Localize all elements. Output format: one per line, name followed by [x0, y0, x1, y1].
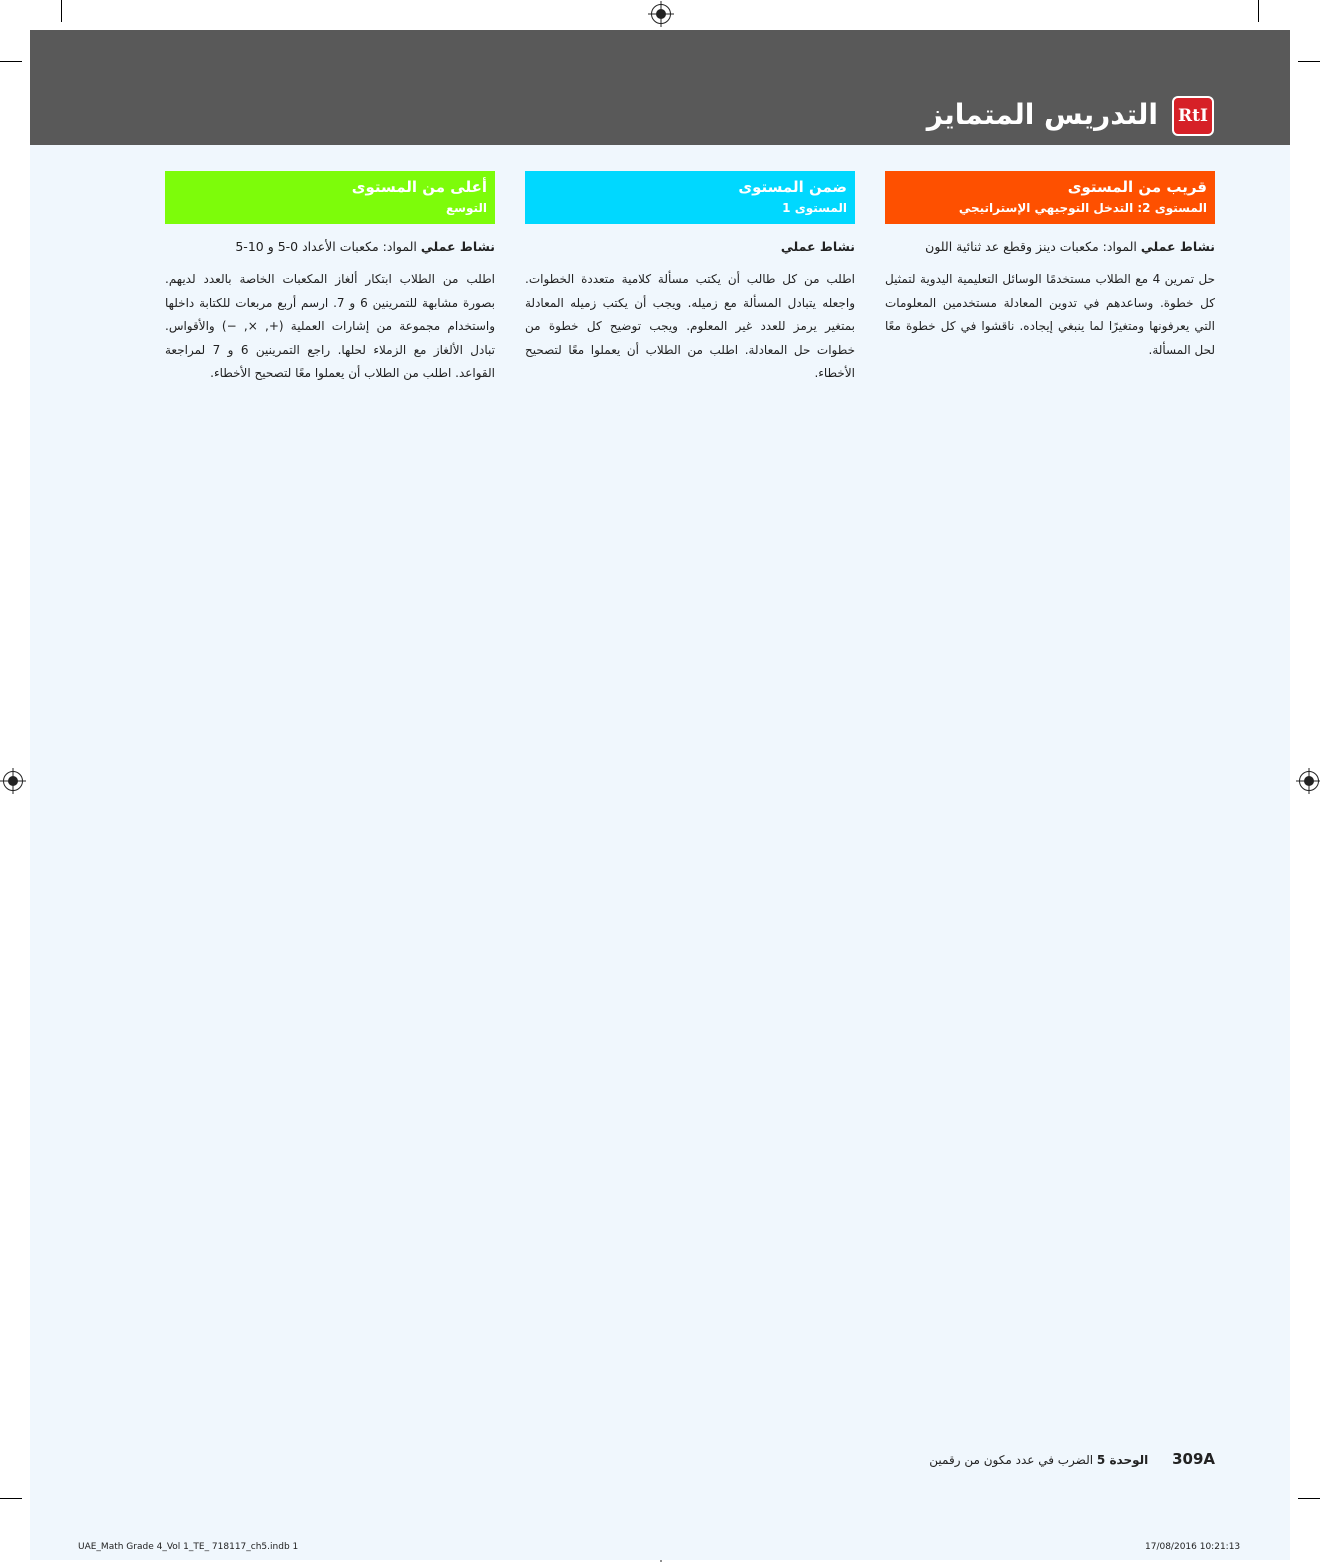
- registration-mark-icon: [1299, 771, 1319, 791]
- column-approaching-level: [885, 171, 1215, 362]
- column-body: حل تمرين 4 مع الطلاب مستخدمًا الوسائل التعليمية اليدوية لتمثيل كل خطوة. وساعدهم في تدوين المعادلة مستخدمين المعلومات التي يعرفونها ومتغيرًا لما ينبغي إيجاده. ناقشوا في كل خطوة معًا لحل المسألة.: [885, 272, 1216, 357]
- activity-materials: المواد: مكعبات دينز وقطع عد ثنائية اللون: [925, 239, 1137, 254]
- print-slug-datetime: 17/08/2016 10:21:13: [1145, 1542, 1241, 1552]
- crop-mark: [1258, 0, 1259, 22]
- column-header: [165, 171, 495, 224]
- activity-label: نشاط عملي: [1140, 239, 1215, 254]
- column-subtitle: المستوى 2: التدخل التوجيهي الإستراتيجي: [958, 201, 1207, 215]
- registration-mark-icon: [3, 771, 23, 791]
- column-body: اطلب من كل طالب أن يكتب مسألة كلامية متعددة الخطوات. واجعله يتبادل المسألة مع زميله. ويجب أن يكتب زميله المعادلة بمتغير يرمز للعدد غير المعلوم. ويجب توضيح كل خطوة من خطوات حل المعادلة. اطلب من الطلاب أن يعملوا معًا لتصحيح الأخطاء.: [525, 272, 855, 380]
- crop-mark: [1298, 61, 1320, 62]
- column-on-level: [525, 171, 855, 386]
- crop-mark: [1298, 1498, 1320, 1499]
- activity-label: نشاط عملي: [780, 239, 855, 254]
- activity-label: نشاط عملي: [420, 239, 495, 254]
- activity-line: [165, 238, 495, 256]
- activity-line: [525, 238, 855, 256]
- crop-mark: [0, 61, 22, 62]
- rti-logo-icon: RtI: [1172, 96, 1214, 136]
- column-subtitle: التوسع: [445, 201, 487, 215]
- activity-line: [885, 238, 1215, 256]
- print-slug-file: UAE_Math Grade 4_Vol 1_TE_ 718117_ch5.indb 1: [78, 1542, 299, 1552]
- column-title: ضمن المستوى: [738, 178, 847, 196]
- column-header: [525, 171, 855, 224]
- column-beyond-level: [165, 171, 495, 386]
- activity-materials: المواد: مكعبات الأعداد 0-5 و 10-5: [235, 239, 417, 254]
- crop-mark: [0, 1498, 22, 1499]
- column-subtitle: المستوى 1: [782, 201, 847, 215]
- column-body: اطلب من الطلاب ابتكار ألغاز المكعبات الخاصة بالعدد لديهم. بصورة مشابهة للتمرينين 6 و 7. ارسم أربع مربعات للكتابة داخلها واستخدام مجموعة من إشارات العملية (+, ×, −) والأقواس. تبادل الألغاز مع الزملاء لحلها. راجع التمرينين 6 و 7 لمراجعة القواعد. اطلب من الطلاب أن يعملوا معًا لتصحيح الأخطاء.: [165, 272, 495, 380]
- registration-mark-icon: [651, 4, 671, 24]
- column-title: أعلى من المستوى: [351, 178, 487, 196]
- unit-title: الضرب في عدد مكون من رقمين: [929, 1453, 1094, 1467]
- column-title: قريب من المستوى: [1067, 178, 1207, 196]
- page-title: التدريس المتمايز: [926, 98, 1158, 131]
- page-number: 309A: [1172, 1450, 1215, 1468]
- unit-label: الوحدة 5: [1096, 1453, 1149, 1467]
- column-header: [885, 171, 1215, 224]
- page-footer: [929, 1450, 1215, 1468]
- crop-mark: [61, 0, 62, 22]
